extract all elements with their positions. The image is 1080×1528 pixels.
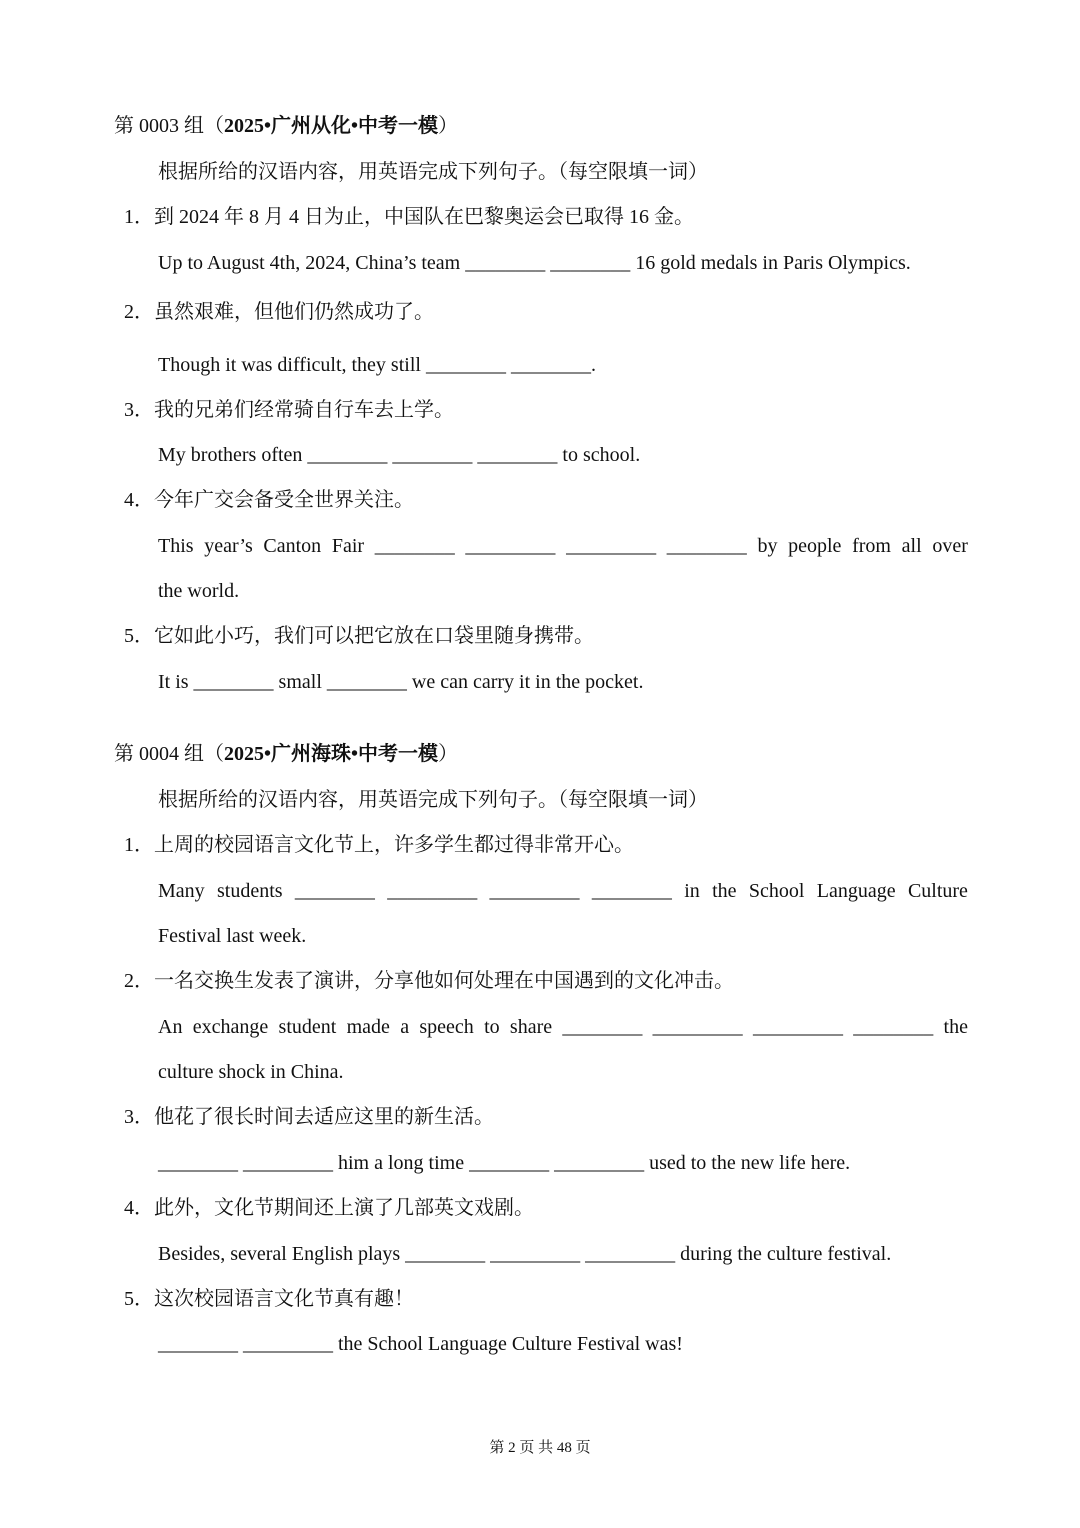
page-footer: 第 2 页 共 48 页 (489, 1440, 591, 1456)
question-cn: 5．它如此小巧，我们可以把它放在口袋里随身携带。 (124, 625, 594, 647)
question-en-justified: Many students ________ _________ _________ ________ in the School Language Culture (158, 880, 968, 902)
question-en: Besides, several English plays ________ _________ _________ during the culture festival. (158, 1243, 892, 1265)
question-en: Up to August 4th, 2024, China’s team ________ ________ 16 gold medals in Paris Olympics. (158, 252, 911, 274)
question-en-continued: the world. (158, 580, 240, 602)
question-cn: 1．到 2024 年 8 月 4 日为止，中国队在巴黎奥运会已取得 16 金。 (124, 206, 694, 228)
question-en: ________ _________ the School Language Culture Festival was! (158, 1333, 683, 1355)
question-en: ________ _________ him a long time ________ _________ used to the new life here. (158, 1152, 851, 1174)
question-en: My brothers often ________ ________ ________ to school. (158, 444, 641, 466)
question-en-justified: This year’s Canton Fair ________ _________ _________ ________ by people from all over (158, 535, 968, 557)
group-instruction: 根据所给的汉语内容，用英语完成下列句子。（每空限填一词） (158, 789, 708, 811)
question-cn: 2．一名交换生发表了演讲，分享他如何处理在中国遇到的文化冲击。 (124, 970, 734, 992)
question-cn: 4．此外，文化节期间还上演了几部英文戏剧。 (124, 1197, 534, 1219)
group-title-0003: 第 0003 组（2025•广州从化•中考一模） (114, 115, 459, 137)
question-cn: 3．我的兄弟们经常骑自行车去上学。 (124, 399, 454, 421)
question-en: It is ________ small ________ we can carry it in the pocket. (158, 671, 644, 693)
question-en-continued: Festival last week. (158, 925, 307, 947)
question-cn: 3．他花了很长时间去适应这里的新生活。 (124, 1106, 494, 1128)
question-cn: 5．这次校园语言文化节真有趣！ (124, 1288, 414, 1310)
question-en-justified: An exchange student made a speech to share ________ _________ _________ ________ the (158, 1016, 968, 1038)
question-cn: 1．上周的校园语言文化节上，许多学生都过得非常开心。 (124, 834, 634, 856)
question-en: Though it was difficult, they still ________ ________. (158, 354, 596, 376)
group-title-0004: 第 0004 组（2025•广州海珠•中考一模） (114, 743, 459, 765)
question-cn: 4．今年广交会备受全世界关注。 (124, 489, 414, 511)
question-en-continued: culture shock in China. (158, 1061, 344, 1083)
question-cn: 2．虽然艰难，但他们仍然成功了。 (124, 301, 434, 323)
group-instruction: 根据所给的汉语内容，用英语完成下列句子。（每空限填一词） (158, 161, 708, 183)
